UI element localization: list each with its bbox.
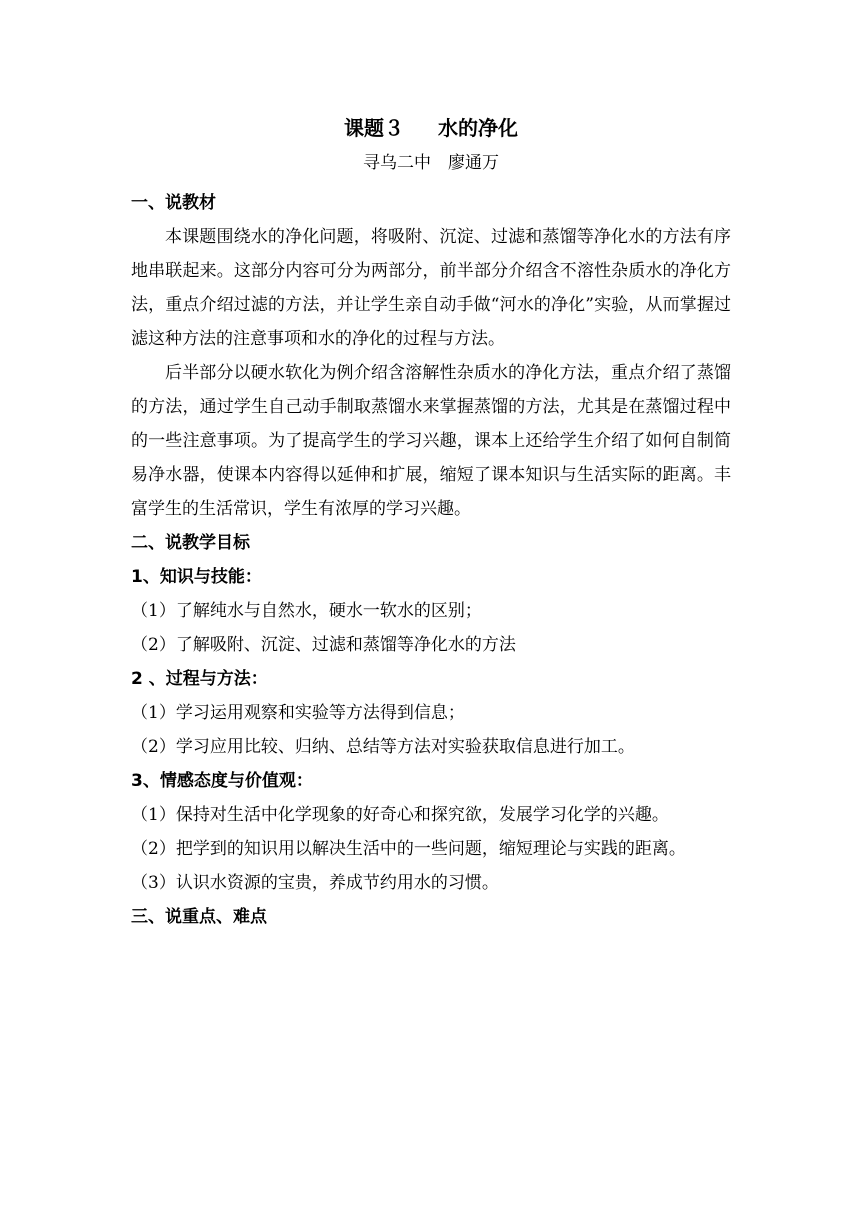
list-item: （2）学习应用比较、归纳、总结等方法对实验获取信息进行加工。	[131, 737, 635, 757]
document-author: 寻乌二中 廖通万	[363, 153, 499, 173]
paragraph-textbook-second-half: 后半部分以硬水软化为例介绍含溶解性杂质水的净化方法，重点介绍了蒸馏的方法，通过学生自己动手制取蒸馏水来掌握蒸馏的方法，尤其是在蒸馏过程中的一些注意事项。为了提高学生的学习兴趣，课本上还给学生介绍了如何自制简易净水器，使课本内容得以延伸和扩展，缩短了课本知识与生活实际的距离。丰富学生的生活常识，学生有浓厚的学习兴趣。	[131, 363, 731, 519]
list-item: （1）了解纯水与自然水，硬水一软水的区别；	[131, 601, 482, 621]
paragraph-textbook-first-half: 本课题围绕水的净化问题，将吸附、沉淀、过滤和蒸馏等净化水的方法有序地串联起来。这部分内容可分为两部分，前半部分介绍含不溶性杂质水的净化方法，重点介绍过滤的方法，并让学生亲自动手做“河水的净化”实验，从而掌握过滤这种方法的注意事项和水的净化的过程与方法。	[131, 227, 731, 349]
subheading-process-methods: 2 、过程与方法：	[131, 669, 268, 689]
document-title: 课题３ 水的净化	[344, 116, 518, 140]
subheading-attitudes-values: 3、情感态度与价值观：	[131, 771, 313, 791]
section-heading-goals: 二、说教学目标	[131, 533, 250, 553]
list-item: （1）保持对生活中化学现象的好奇心和探究欲，发展学习化学的兴趣。	[131, 805, 669, 825]
document-page	[131, 112, 731, 934]
subheading-knowledge-skills: 1、知识与技能：	[131, 567, 262, 587]
section-heading-key-points: 三、说重点、难点	[131, 907, 267, 927]
section-heading-textbook: 一、说教材	[131, 193, 216, 213]
list-item: （3）认识水资源的宝贵，养成节约用水的习惯。	[131, 873, 499, 893]
list-item: （2）把学到的知识用以解决生活中的一些问题，缩短理论与实践的距离。	[131, 839, 686, 859]
list-item: （1）学习运用观察和实验等方法得到信息；	[131, 703, 465, 723]
list-item: （2）了解吸附、沉淀、过滤和蒸馏等净化水的方法	[131, 635, 516, 655]
